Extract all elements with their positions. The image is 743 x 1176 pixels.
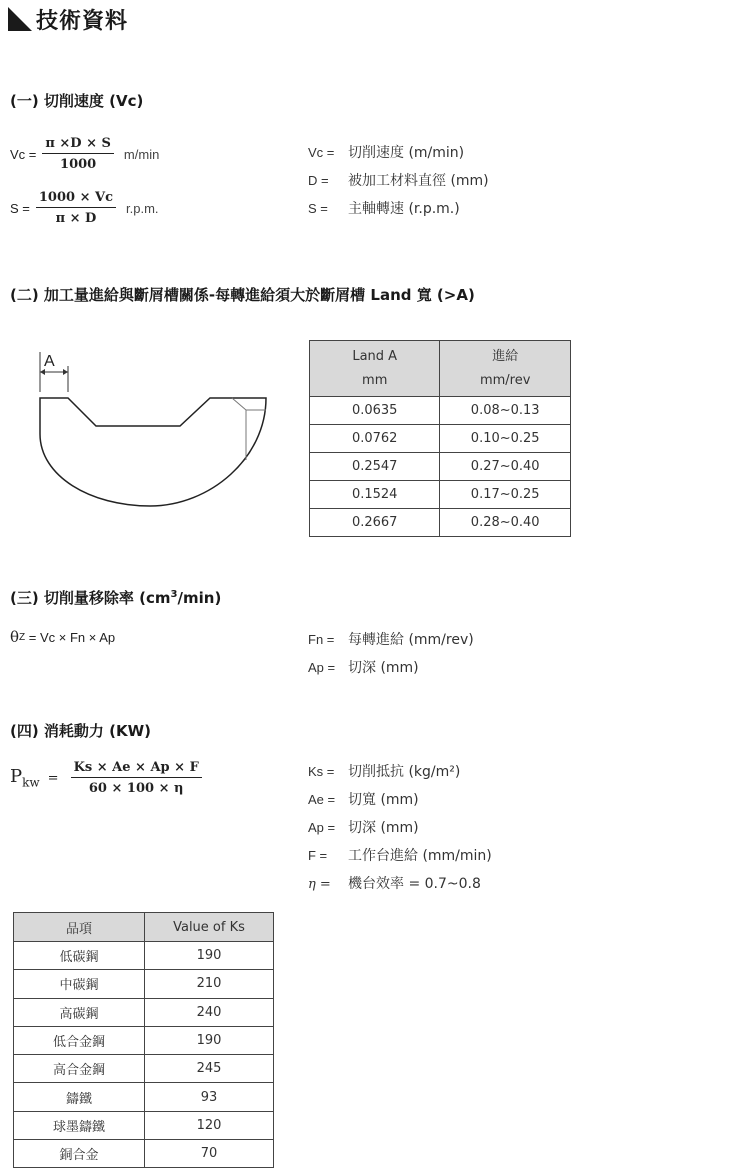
table-cell: 0.17~0.25 [440,481,571,509]
table-row [14,1083,274,1111]
definition-symbol: Ae = [308,792,336,807]
section-1-definitions [308,139,489,223]
formula-power-denominator: 60 × 100 × η [88,781,184,796]
table-header-row [14,913,274,942]
definition-text: 被加工材料直徑 (mm) [348,173,489,189]
table-row [14,1140,274,1168]
table-cell: 70 [145,1140,274,1168]
section-4-definitions [308,758,492,898]
header-line-2: mm [362,372,388,388]
table-row [310,425,571,453]
table-cell: 低碳鋼 [14,942,145,970]
table-cell: 中碳鋼 [14,970,145,998]
table-row [310,509,571,537]
table-cell: 120 [145,1111,274,1139]
header-line-1: 進給 [492,348,519,364]
definition-row [308,814,492,842]
definition-symbol: S = [308,201,328,216]
table-cell: 0.0762 [310,425,440,453]
formula-vc-fraction [42,136,114,172]
formula-s-fraction [36,190,116,226]
definition-symbol: Ap = [308,660,336,675]
definition-symbol: F = [308,848,328,863]
definition-symbol: η = [308,877,331,892]
formula-vc-lhs: Vc = [10,146,37,162]
header-line-1: Land A [352,348,398,364]
formula-vc-denominator: 1000 [60,157,97,172]
table-cell: 0.2547 [310,453,440,481]
table-cell: 高碳鋼 [14,998,145,1026]
table-row [310,481,571,509]
table-cell: 93 [145,1083,274,1111]
formula-vc [10,136,159,172]
table-cell: 190 [145,1026,274,1054]
formula-power-eq: = [47,770,59,786]
section-2-heading: (二) 加工量進給與斷屑槽關係-每轉進給須大於斷屑槽 Land 寬 (>A) [10,286,475,304]
table-cell: 210 [145,970,274,998]
formula-removal-rest: = Vc × Fn × Ap [25,629,116,645]
formula-power-fraction [71,760,202,796]
formula-power [10,760,208,796]
definition-row [308,195,489,223]
formula-s-denominator: π × D [55,211,97,226]
section-3-heading-pre: (三) 切削量移除率 (cm [10,589,171,607]
insert-profile [40,398,266,506]
definition-text: 主軸轉速 (r.p.m.) [348,201,460,217]
triangle-icon [8,7,32,31]
definition-row [308,842,492,870]
table-header-item: 品項 [14,913,145,942]
definition-symbol: Vc = [308,145,335,160]
table-row [14,1111,274,1139]
section-3-heading [10,587,221,608]
definition-text: 切削抵抗 (kg/m²) [348,764,461,780]
table-cell: 0.27~0.40 [440,453,571,481]
formula-power-lhs [10,766,40,790]
table-cell: 0.1524 [310,481,440,509]
table-cell: 0.0635 [310,397,440,425]
table-row [14,998,274,1026]
land-width-table [309,340,571,537]
definition-symbol: D = [308,173,329,188]
chip-breaker-diagram [30,348,275,518]
table-cell: 0.10~0.25 [440,425,571,453]
definition-row [308,167,489,195]
table-cell: 球墨鑄鐵 [14,1111,145,1139]
table-row [14,942,274,970]
table-cell: 245 [145,1055,274,1083]
definition-text: 工作台進給 (mm/min) [348,848,492,864]
arrow-right-head [63,369,68,375]
table-row [14,1055,274,1083]
table-cell: 190 [145,942,274,970]
section-3-heading-post: /min) [177,589,222,607]
definition-text: 機台效率 = 0.7~0.8 [348,876,481,892]
table-cell: 低合金鋼 [14,1026,145,1054]
formula-s-numerator: 1000 × Vc [36,190,116,208]
table-cell: 0.2667 [310,509,440,537]
table-row [14,1026,274,1054]
table-row [310,453,571,481]
definition-text: 切深 (mm) [348,820,419,836]
definition-text: 切削速度 (m/min) [348,145,465,161]
formula-s-lhs: S = [10,200,30,216]
definition-row [308,654,474,682]
page-title-text: 技術資料 [36,8,129,34]
formula-removal-rate [10,628,115,646]
formula-theta: θ [10,628,20,646]
land-label: A [44,353,55,370]
table-cell: 0.08~0.13 [440,397,571,425]
formula-power-sub: kw [22,775,40,790]
definition-row [308,139,489,167]
definition-row [308,626,474,654]
section-4-heading: (四) 消耗動力 (KW) [10,722,152,740]
formula-vc-numerator: π ×D × S [42,136,114,154]
definition-text: 切寬 (mm) [348,792,419,808]
definition-text: 切深 (mm) [348,660,419,676]
table-header-row [310,341,571,397]
definition-symbol: Fn = [308,632,335,647]
formula-power-numerator: Ks × Ae × Ap × F [71,760,202,778]
table-cell: 高合金鋼 [14,1055,145,1083]
formula-theta-sub: Z [19,631,26,643]
table-row [310,397,571,425]
formula-power-p: P [10,766,23,788]
table-row [14,970,274,998]
table-cell: 銅合金 [14,1140,145,1168]
table-cell: 鑄鐵 [14,1083,145,1111]
ks-value-table [13,912,274,1168]
header-line-2: mm/rev [479,372,531,388]
table-header-land [310,341,440,397]
table-cell: 240 [145,998,274,1026]
formula-s [10,190,159,226]
section-3-heading-sup: 3 [170,589,178,600]
definition-text: 每轉進給 (mm/rev) [348,632,474,648]
definition-row [308,870,492,898]
definition-symbol: Ap = [308,820,336,835]
table-cell: 0.28~0.40 [440,509,571,537]
table-header-ks: Value of Ks [145,913,274,942]
section-3-definitions [308,626,474,682]
definition-row [308,786,492,814]
definition-symbol: Ks = [308,764,335,779]
section-1-heading: (一) 切削速度 (Vc) [10,92,144,110]
table-header-feed [440,341,571,397]
page-title [8,4,128,34]
formula-s-unit: r.p.m. [126,200,159,216]
definition-row [308,758,492,786]
formula-vc-unit: m/min [123,146,160,162]
